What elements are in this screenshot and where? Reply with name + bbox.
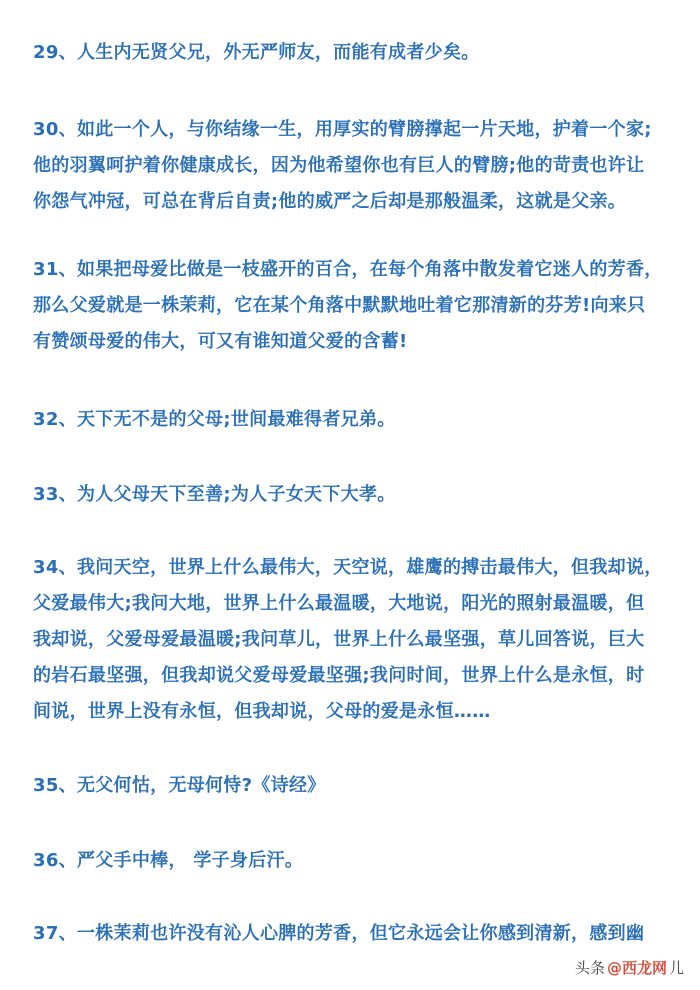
quote-29: [33, 35, 673, 71]
quote-line: 35、无父何怙，无母何恃?《诗经》: [33, 775, 326, 796]
quote-line: 父爱最伟大;我问大地，世界上什么最温暖，大地说，阳光的照射最温暖，但: [33, 593, 645, 614]
quote-line: 间说，世界上没有永恒，但我却说，父母的爱是永恒……: [33, 701, 491, 722]
quote-line: 你怨气冲冠，可总在背后自责;他的威严之后却是那般温柔，这就是父亲。: [33, 191, 627, 212]
quote-line: 34、我问天空，世界上什么最伟大，天空说，雄鹰的搏击最伟大，但我却说，: [33, 557, 663, 578]
watermark-suffix: 儿: [668, 959, 684, 977]
quote-line: 那么父爱就是一株茉莉，它在某个角落中默默地吐着它那清新的芬芳!向来只: [33, 295, 646, 316]
quote-line: 30、如此一个人，与你结缘一生，用厚实的臂膀撑起一片天地，护着一个家;: [33, 119, 652, 140]
watermark: [569, 955, 690, 980]
watermark-site: @西龙网: [606, 959, 667, 977]
quote-line: 他的羽翼呵护着你健康成长，因为他希望你也有巨人的臂膀;他的苛责也许让: [33, 155, 645, 176]
quote-32: [33, 402, 673, 438]
quote-line: 33、为人父母天下至善;为人子女天下大孝。: [33, 484, 396, 505]
quote-34: [33, 550, 673, 730]
quote-line: 37、一株茉莉也许没有沁人心脾的芳香，但它永远会让你感到清新，感到幽: [33, 923, 645, 944]
quote-35: [33, 768, 673, 804]
quote-line: 的岩石最坚强，但我却说父爱母爱最坚强;我问时间，世界上什么是永恒，时: [33, 665, 645, 686]
watermark-source: 头条: [574, 959, 605, 977]
quote-line: 36、严父手中棒， 学子身后汗。: [33, 850, 304, 871]
quote-line: 32、天下无不是的父母;世间最难得者兄弟。: [33, 409, 396, 430]
quote-36: [33, 843, 673, 879]
quote-30: [33, 112, 673, 220]
quote-37: [33, 916, 673, 952]
quote-31: [33, 252, 673, 360]
quote-line: 29、人生内无贤父兄，外无严师友，而能有成者少矣。: [33, 42, 480, 63]
quote-line: 我却说，父爱母爱最温暖;我问草儿，世界上什么最坚强，草儿回答说，巨大: [33, 629, 645, 650]
quote-line: 有赞颂母爱的伟大，可又有谁知道父爱的含蓄!: [33, 331, 408, 352]
quote-line: 31、如果把母爱比做是一枝盛开的百合，在每个角落中散发着它迷人的芳香，: [33, 259, 663, 280]
quote-33: [33, 477, 673, 513]
